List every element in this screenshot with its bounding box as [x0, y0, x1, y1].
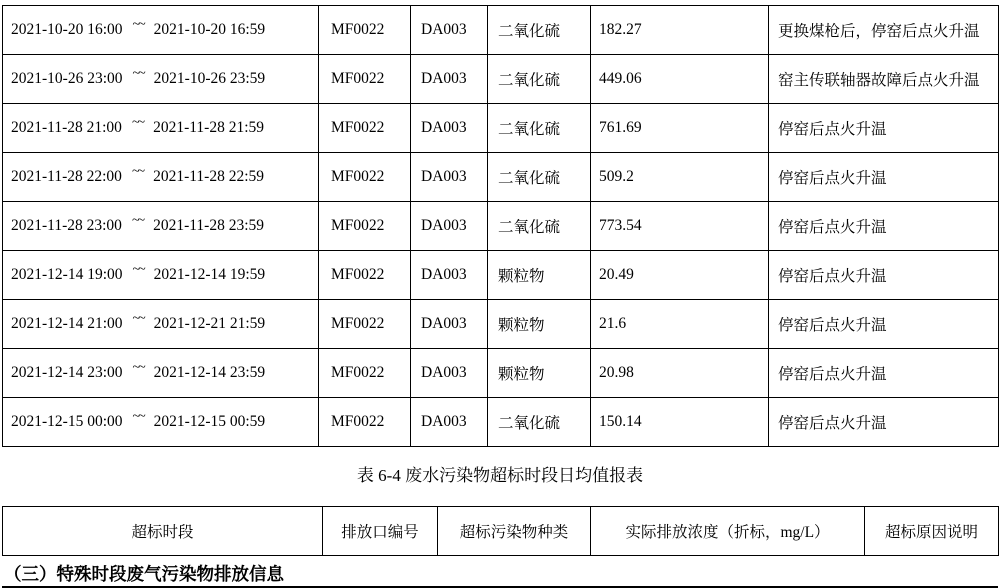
period-separator: ~~ — [131, 164, 144, 179]
cell-exceedance-period — [3, 251, 319, 300]
period-end: 2021-10-26 23:59 — [153, 70, 266, 87]
cell-facility-code: MF0022 — [319, 202, 411, 251]
cell-concentration: 21.6 — [591, 300, 769, 349]
col-header-reason: 超标原因说明 — [865, 507, 999, 556]
cell-reason: 停窑后点火升温 — [769, 251, 999, 300]
period-start: 2021-12-14 21:00 — [11, 315, 123, 332]
section-heading-special-period-gas: （三）特殊时段废气污染物排放信息 — [4, 564, 284, 584]
period-separator: ~~ — [132, 17, 144, 32]
period-end: 2021-12-21 21:59 — [153, 315, 266, 332]
wastewater-header-row — [3, 507, 999, 556]
cell-pollutant: 二氧化硫 — [488, 398, 591, 447]
table-row — [3, 300, 999, 349]
period-end: 2021-12-14 23:59 — [153, 364, 266, 381]
table-row — [3, 6, 999, 55]
period-end: 2021-12-14 19:59 — [153, 266, 266, 283]
cell-outlet-code: DA003 — [411, 55, 488, 104]
cell-exceedance-period — [3, 398, 319, 447]
col-header-pollutant-type: 超标污染物种类 — [438, 507, 591, 556]
cell-pollutant: 二氧化硫 — [488, 153, 591, 202]
cell-pollutant: 颗粒物 — [488, 349, 591, 398]
period-end: 2021-11-28 23:59 — [153, 217, 265, 234]
cell-outlet-code: DA003 — [411, 104, 488, 153]
cell-reason: 窑主传联轴器故障后点火升温 — [769, 55, 999, 104]
cell-exceedance-period — [3, 153, 319, 202]
cell-outlet-code: DA003 — [411, 6, 488, 55]
period-end: 2021-11-28 22:59 — [153, 168, 265, 185]
col-header-actual-concentration: 实际排放浓度（折标，mg/L） — [591, 507, 865, 556]
cell-outlet-code: DA003 — [411, 300, 488, 349]
period-separator: ~~ — [132, 360, 144, 375]
period-separator: ~~ — [132, 409, 144, 424]
period-separator: ~~ — [132, 262, 144, 277]
period-start: 2021-12-15 00:00 — [11, 413, 123, 430]
cell-pollutant: 二氧化硫 — [488, 104, 591, 153]
cell-pollutant: 颗粒物 — [488, 251, 591, 300]
cell-concentration: 20.49 — [591, 251, 769, 300]
table-row — [3, 55, 999, 104]
period-start: 2021-11-28 21:00 — [11, 119, 122, 136]
cell-exceedance-period — [3, 55, 319, 104]
cell-facility-code: MF0022 — [319, 55, 411, 104]
cell-exceedance-period — [3, 349, 319, 398]
period-start: 2021-11-28 23:00 — [11, 217, 122, 234]
table-row — [3, 398, 999, 447]
col-header-exceedance-period: 超标时段 — [3, 507, 323, 556]
col-header-outlet-code: 排放口编号 — [323, 507, 438, 556]
cell-reason: 停窑后点火升温 — [769, 104, 999, 153]
table-row — [3, 202, 999, 251]
cell-outlet-code: DA003 — [411, 153, 488, 202]
table-row — [3, 104, 999, 153]
cell-concentration: 150.14 — [591, 398, 769, 447]
cell-facility-code: MF0022 — [319, 6, 411, 55]
period-end: 2021-10-20 16:59 — [153, 21, 266, 38]
cell-pollutant: 颗粒物 — [488, 300, 591, 349]
cell-reason: 更换煤枪后，停窑后点火升温 — [769, 6, 999, 55]
gas-exceedance-records-table — [2, 5, 999, 447]
table-row — [3, 349, 999, 398]
cell-concentration: 773.54 — [591, 202, 769, 251]
cell-concentration: 20.98 — [591, 349, 769, 398]
period-end: 2021-12-15 00:59 — [153, 413, 266, 430]
table-row — [3, 153, 999, 202]
cell-outlet-code: DA003 — [411, 398, 488, 447]
cell-pollutant: 二氧化硫 — [488, 202, 591, 251]
period-start: 2021-10-26 23:00 — [11, 70, 123, 87]
cell-exceedance-period — [3, 300, 319, 349]
cell-pollutant: 二氧化硫 — [488, 6, 591, 55]
cell-exceedance-period — [3, 202, 319, 251]
table-6-4-caption: 表 6-4 废水污染物超标时段日均值报表 — [356, 466, 644, 485]
cell-facility-code: MF0022 — [319, 104, 411, 153]
cell-outlet-code: DA003 — [411, 251, 488, 300]
cell-facility-code: MF0022 — [319, 398, 411, 447]
cell-facility-code: MF0022 — [319, 349, 411, 398]
cell-outlet-code: DA003 — [411, 202, 488, 251]
cell-facility-code: MF0022 — [319, 153, 411, 202]
cell-reason: 停窑后点火升温 — [769, 300, 999, 349]
cell-concentration: 761.69 — [591, 104, 769, 153]
wastewater-exceedance-table — [2, 506, 999, 556]
cell-facility-code: MF0022 — [319, 251, 411, 300]
cell-reason: 停窑后点火升温 — [769, 398, 999, 447]
table-row — [3, 251, 999, 300]
period-start: 2021-11-28 22:00 — [11, 168, 122, 185]
period-separator: ~~ — [131, 213, 144, 228]
cell-exceedance-period — [3, 6, 319, 55]
cell-concentration: 182.27 — [591, 6, 769, 55]
cell-reason: 停窑后点火升温 — [769, 153, 999, 202]
period-separator: ~~ — [131, 115, 144, 130]
cell-concentration: 509.2 — [591, 153, 769, 202]
period-separator: ~~ — [132, 66, 144, 81]
cell-reason: 停窑后点火升温 — [769, 349, 999, 398]
cell-reason: 停窑后点火升温 — [769, 202, 999, 251]
cell-concentration: 449.06 — [591, 55, 769, 104]
period-start: 2021-12-14 19:00 — [11, 266, 123, 283]
period-separator: ~~ — [132, 311, 144, 326]
period-start: 2021-12-14 23:00 — [11, 364, 123, 381]
period-start: 2021-10-20 16:00 — [11, 21, 123, 38]
cell-facility-code: MF0022 — [319, 300, 411, 349]
period-end: 2021-11-28 21:59 — [153, 119, 265, 136]
cell-pollutant: 二氧化硫 — [488, 55, 591, 104]
cell-outlet-code: DA003 — [411, 349, 488, 398]
cell-exceedance-period — [3, 104, 319, 153]
